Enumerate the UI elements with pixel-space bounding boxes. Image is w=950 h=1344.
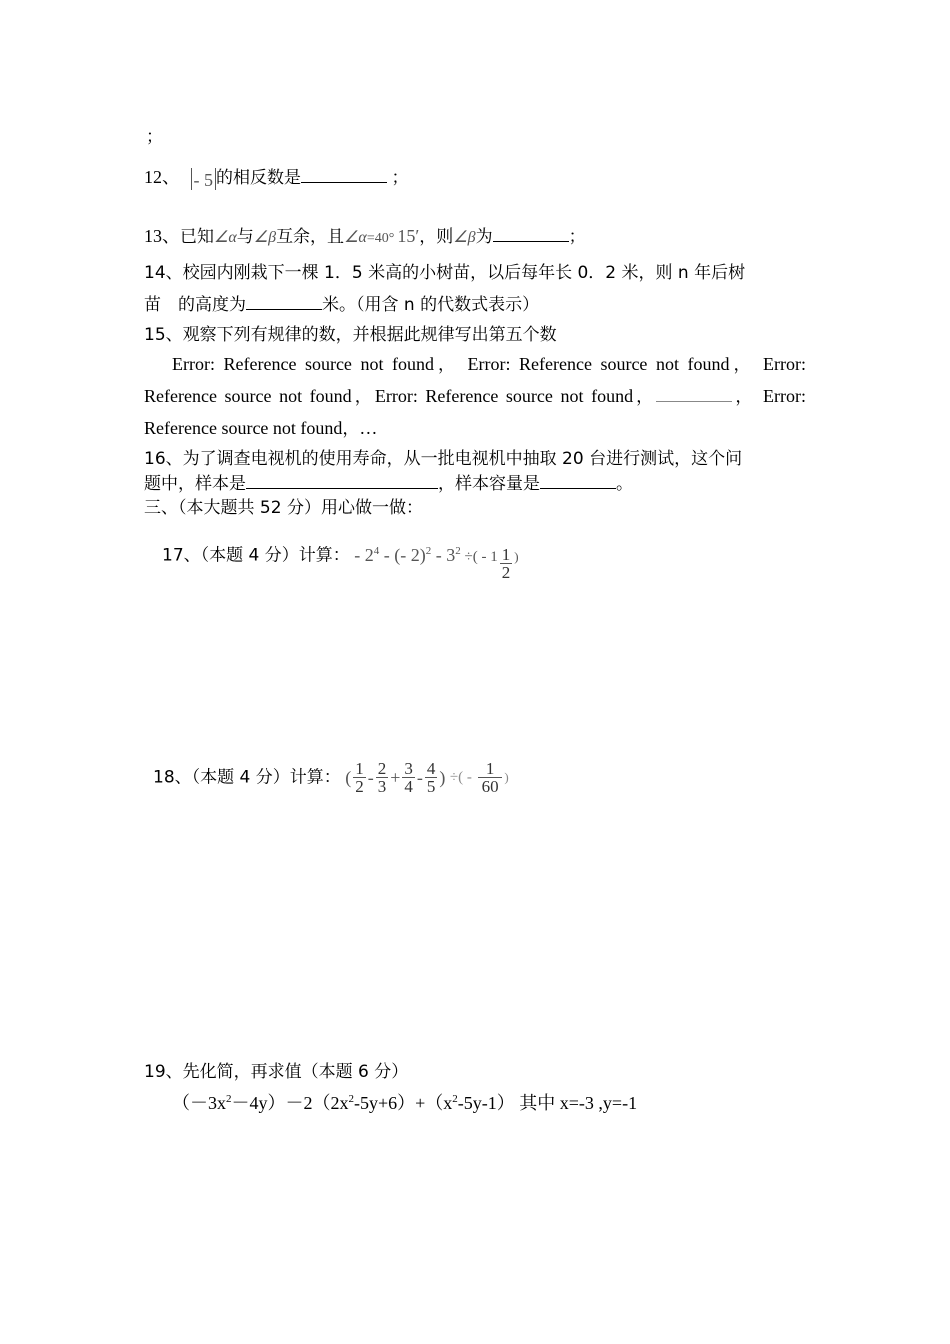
fraction-denominator: 3: [377, 777, 387, 796]
q16-sample-blank[interactable]: [246, 472, 438, 489]
q18-fraction-1: [353, 760, 366, 795]
q15-separator: ，: [433, 355, 459, 375]
q18-fraction-4: [425, 760, 438, 795]
q13-text-1: 已知: [180, 227, 214, 247]
q15-seq-item-6: Error: Reference source not found: [144, 386, 806, 438]
q15-seq-item-1: Error: Reference source not found: [172, 354, 434, 374]
q17-close-paren: ): [514, 548, 519, 564]
q18-operator: -: [416, 767, 423, 788]
question-15-title: 15、观察下列有规律的数，并根据此规律写出第五个数: [144, 325, 557, 345]
q19-part-2: －4y）－2（2x: [231, 1093, 349, 1113]
q17-term-d: ÷( - 1: [460, 548, 498, 565]
q13-answer-blank[interactable]: [493, 225, 569, 242]
q19-part-4: -5y-1） 其中 x=-3 ,y=-1: [457, 1093, 638, 1113]
q12-number: 12、: [144, 167, 180, 187]
question-14-line-1: 14、校园内刚栽下一棵 1．5 米高的小树苗，以后每年长 0．2 米，则 n 年后树: [144, 263, 746, 283]
q15-separator: ，: [351, 387, 375, 407]
question-18: [153, 760, 509, 795]
q15-seq-item-3: Error: Reference source not found: [144, 354, 806, 406]
fraction-numerator: 4: [426, 759, 436, 778]
q18-divide: ÷( -: [449, 769, 472, 786]
q12-text: 的相反数是: [216, 168, 301, 188]
q17-fraction-denominator: 2: [501, 563, 511, 582]
q15-ellipsis: …: [359, 418, 378, 438]
q15-separator: ，: [633, 387, 657, 407]
q15-seq-item-2: Error: Reference source not found: [467, 354, 730, 374]
q18-fraction-divisor: [478, 760, 503, 795]
q19-part-3: -5y+6）+（x: [354, 1093, 453, 1113]
q19-exponent-3: 2: [452, 1093, 458, 1105]
q14-line2-start: 苗 的高度为: [144, 295, 246, 315]
q13-text-3: 互余，且: [276, 227, 345, 247]
q15-seq-item-4: Error: Reference source not found: [374, 386, 634, 406]
q18-operator: +: [390, 767, 401, 788]
q18-end-paren: ): [504, 769, 509, 785]
q19-exponent-1: 2: [226, 1093, 232, 1105]
q13-angle-alpha: ∠α: [214, 229, 237, 246]
q14-line2-end: 米。（用含 n 的代数式表示）: [322, 295, 540, 315]
q17-fraction-numerator: 1: [501, 545, 511, 564]
section-3-heading: 三、（本大题共 52 分）用心做一做：: [144, 498, 423, 518]
q18-operator: -: [367, 767, 374, 788]
q13-number: 13、: [144, 226, 180, 246]
question-13: [144, 225, 586, 250]
fraction-numerator: 1: [478, 760, 503, 778]
question-19-expression: [172, 1092, 637, 1114]
q16-line2-b: ，样本容量是: [438, 474, 540, 494]
q15-separator: ，: [342, 419, 360, 439]
q15-answer-blank[interactable]: [656, 385, 732, 402]
q18-close-paren: ): [439, 767, 446, 788]
q17-exponent-c: 2: [455, 544, 461, 557]
q18-label: 18、（本题 4 分）计算：: [153, 767, 341, 788]
q13-text-5: 为: [475, 227, 493, 247]
question-14-line-2: [144, 293, 539, 316]
fraction-numerator: 3: [404, 759, 413, 778]
question-16-line-1: 16、为了调查电视机的使用寿命，从一批电视机中抽取 20 台进行测试，这个问: [144, 449, 743, 469]
q16-line2-end: 。: [616, 474, 633, 494]
q17-term-c: - 3: [431, 544, 456, 565]
q13-angle-beta-2: ∠β: [453, 229, 476, 246]
q17-exponent-a: 4: [373, 544, 380, 557]
q13-end: ；: [568, 227, 586, 247]
fraction-denominator: 2: [355, 777, 364, 796]
q15-separator: ，: [729, 355, 755, 375]
question-17: [162, 532, 519, 581]
fraction-numerator: 1: [355, 759, 364, 778]
q12-end: ；: [391, 168, 409, 188]
q13-angle-beta: ∠β: [253, 229, 277, 246]
orphan-semicolon: ；: [146, 127, 163, 147]
q17-fraction: [500, 546, 513, 581]
q13-degrees: =40°: [366, 231, 395, 246]
q18-fraction-3: [402, 760, 415, 795]
q12-absolute-value-expression: - 5: [191, 168, 217, 190]
question-12: [144, 166, 409, 190]
q18-open-paren: (: [345, 767, 352, 788]
q19-part-1: （－3x: [172, 1093, 226, 1113]
q15-separator: ，: [732, 387, 756, 407]
q13-text-4: ，则: [419, 227, 454, 247]
fraction-numerator: 2: [377, 759, 387, 778]
q13-angle-alpha-2: ∠α: [344, 229, 367, 246]
q13-text-2: 与: [236, 227, 254, 247]
q19-exponent-2: 2: [348, 1093, 354, 1105]
fraction-denominator: 60: [481, 777, 499, 796]
q18-fraction-2: [376, 760, 389, 795]
question-19-title: 19、先化简，再求值（本题 6 分）: [144, 1062, 409, 1082]
q12-answer-blank[interactable]: [301, 166, 387, 183]
fraction-denominator: 4: [404, 777, 413, 796]
q14-answer-blank[interactable]: [246, 293, 322, 310]
q17-term-b: - (- 2): [379, 544, 426, 565]
q16-line2-a: 题中，样本是: [144, 474, 246, 494]
question-15-sequence: [144, 349, 806, 445]
q17-exponent-b: 2: [425, 544, 432, 557]
q13-minutes: 15′: [397, 226, 420, 246]
fraction-denominator: 5: [426, 777, 436, 796]
question-16-line-2: [144, 472, 633, 495]
q17-label: 17、（本题 4 分）计算：: [162, 545, 350, 566]
q17-term-a: - 2: [354, 544, 374, 565]
q16-sample-size-blank[interactable]: [540, 472, 616, 489]
q17-expression: [354, 544, 519, 582]
